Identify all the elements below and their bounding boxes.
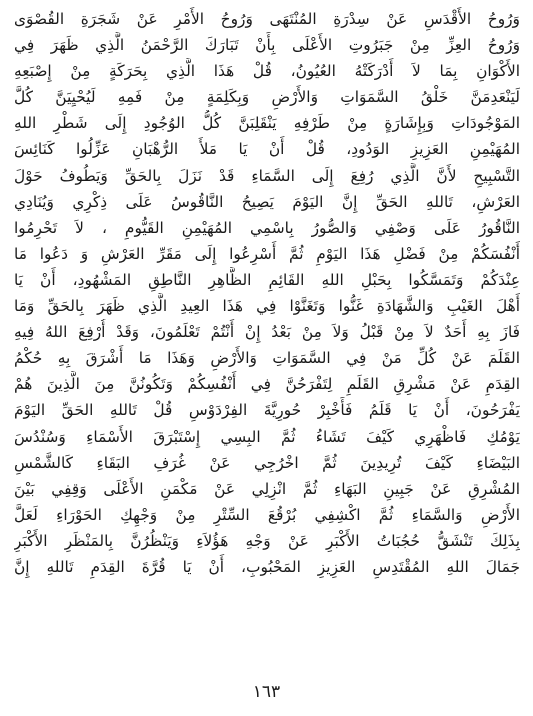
text-line: التَّسْبِيحِ لأَنَّ الَّذِي رُفِعَ إِلَى السَّمَاءِ قَدْ نَزَلَ بِالحَقِّ وَيَطُوفُ حَوْلَ [14, 166, 520, 185]
text-line: القَلَمَ عَنْ كُلِّ مَنْ فِي السَّمَوَاتِ وَالأَرْضِ وَهَذَا مَا أَشْرَقَ بِهِ حُكْمُ [14, 349, 520, 368]
text-line: البَيْضَاءِ كَيْفَ تُرِيدِينَ ثُمَّ اخْرُجِي عَنْ غُرَفِ البَقَاءِ كَالشَّمْسِ [14, 453, 520, 472]
text-line: الأَرْضِ وَالسَّمَاءِ ثُمَّ اكْشِفِي بُرْقُعَ السِّتْرِ مِنْ وَجْهِكِ الحَوْرَاءِ لَعَلَّ [14, 505, 520, 524]
text-line: يَوْمُكِ فَاظْهَرِي كَيْفَ تَشَاءُ ثُمَّ البِسِي إِسْتَبْرَقَ الأَسْمَاءِ وَسُنْدُسَ [14, 427, 520, 446]
text-line: يَفْرَحُونَ، أَنْ يَا قَلَمُ فَأَخْبِرْ حُورِيَّةَ الفِرْدَوْسِ قُلْ تَاللهِ الحَقِّ اليَوْمَ [14, 401, 520, 420]
text-line: فَازَ بِهِ أَحَدٌ لاَ مِنْ قَبْلُ وَلاَ مِنْ بَعْدُ إِنْ أَنْتُمْ تَعْلَمُونَ، وَقَدْ أُرْفِعَ اللهُ فِيهِ [14, 323, 520, 342]
text-line: الأَكْوَانِ بِمَا لاَ أَدْرَكَتْهُ العُيُونُ، قُلْ هَذَا الَّذِي بِحَرَكَةٍ مِنْ إِصْبَعِهِ [14, 62, 520, 81]
text-line: أَنْفُسَكُمْ مِنْ فَضْلِ هَذَا اليَوْمِ ثُمَّ أَسْرِعُوا إِلَى مَقَرِّ العَرْشِ وَ دَعُوا مَا [14, 244, 520, 263]
text-line: العَرْشِ، تَاللهِ الحَقِّ إِنَّ اليَوْمَ يَصِيحُ النَّاقُوسُ عَلَى ذِكْرِي وَيُنَادِي [14, 192, 520, 211]
text-line: وَرُوحُ العِزِّ مِنْ جَبَرُوتِ الأَعْلَى بِأَنْ تَبَارَكَ الرَّحْمَنُ الَّذِي ظَهَرَ فِي [14, 36, 520, 55]
body-text [14, 6, 520, 660]
text-line: النَّاقُورُ عَلَى وَصْفِي وَالصُّورُ بِاسْمِي المُهَيْمِنِ القَيُّومِ ، لاَ تَحْرِمُوا [14, 218, 520, 237]
text-line: المَوْجُودَاتِ وَبِإِشَارَةٍ مِنْ طَرْفِهِ يَنْقَلِبَنَّ كُلُّ الوُجُودِ إِلَى شَطْرِ اللهِ [14, 114, 520, 133]
text-line: بِذَلِكَ تَنْشَقُّ حُجُبَاتُ الأَكْبَرِ عَنْ وَجْهِ هَؤُلاَءِ وَيَنْظُرُنَّ بِالمَنْظَرِ الأَكْبَرِ [14, 531, 520, 550]
text-line: المُشْرِقِ عَنْ جَبِينِ البَهَاءِ ثُمَّ انْزِلِي عَنْ مَكْمَنِ الأَعْلَى وَقِفِي بَيْنَ [14, 479, 520, 498]
text-line: أَهْلَ الغَيْبِ وَالشَّهَادَةِ غَنُّوا وَتَغَنَّوْا فِي هَذَا العِيدِ الَّذِي ظَهَرَ بِالحَقِّ وَمَا [14, 297, 520, 316]
text-line: القِدَمِ عَنْ مَشْرِقِ القَلَمِ لِتَفْرَحُنَّ فِي أَنْفُسِكُمْ وَتَكُونُنَّ مِنَ الَّذِينَ هُمْ [14, 375, 520, 394]
text-line: المُهَيْمِنِ العَزِيزِ الوَدُودِ، قُلْ أَنْ يَا مَلأَ الرُّهْبَانِ عَزِّلُوا كَنَائِسَ [14, 140, 520, 159]
page-number: ١٦٣ [252, 682, 281, 702]
text-line: لَيَنْعَدِمَنَّ خَلْقُ السَّمَوَاتِ وَالأَرْضِ وَبِكَلِمَةٍ مِنْ فَمِهِ لَيُحْيِيَنَّ كُلَّ [14, 88, 520, 107]
text-line: جَمَالَ اللهِ المُقْتَدِسِ العَزِيزِ المَحْبُوبِ، أَنْ يَا قُرَّةَ القِدَمِ تَاللهِ إِنَّ [14, 557, 520, 576]
text-line: وَرُوحُ الأَقْدَسِ عَنْ سِدْرَةِ المُنْتَهَى وَرُوحُ الأَمْرِ عَنْ شَجَرَةِ القُصْوَى [14, 10, 520, 28]
text-line: عِنْدَكُمْ وَتَمَسَّكُوا بِحَبْلِ اللهِ القَائِمِ الظَّاهِرِ النَّاطِقِ المَشْهُودِ، أَنْ يَا [14, 270, 520, 289]
